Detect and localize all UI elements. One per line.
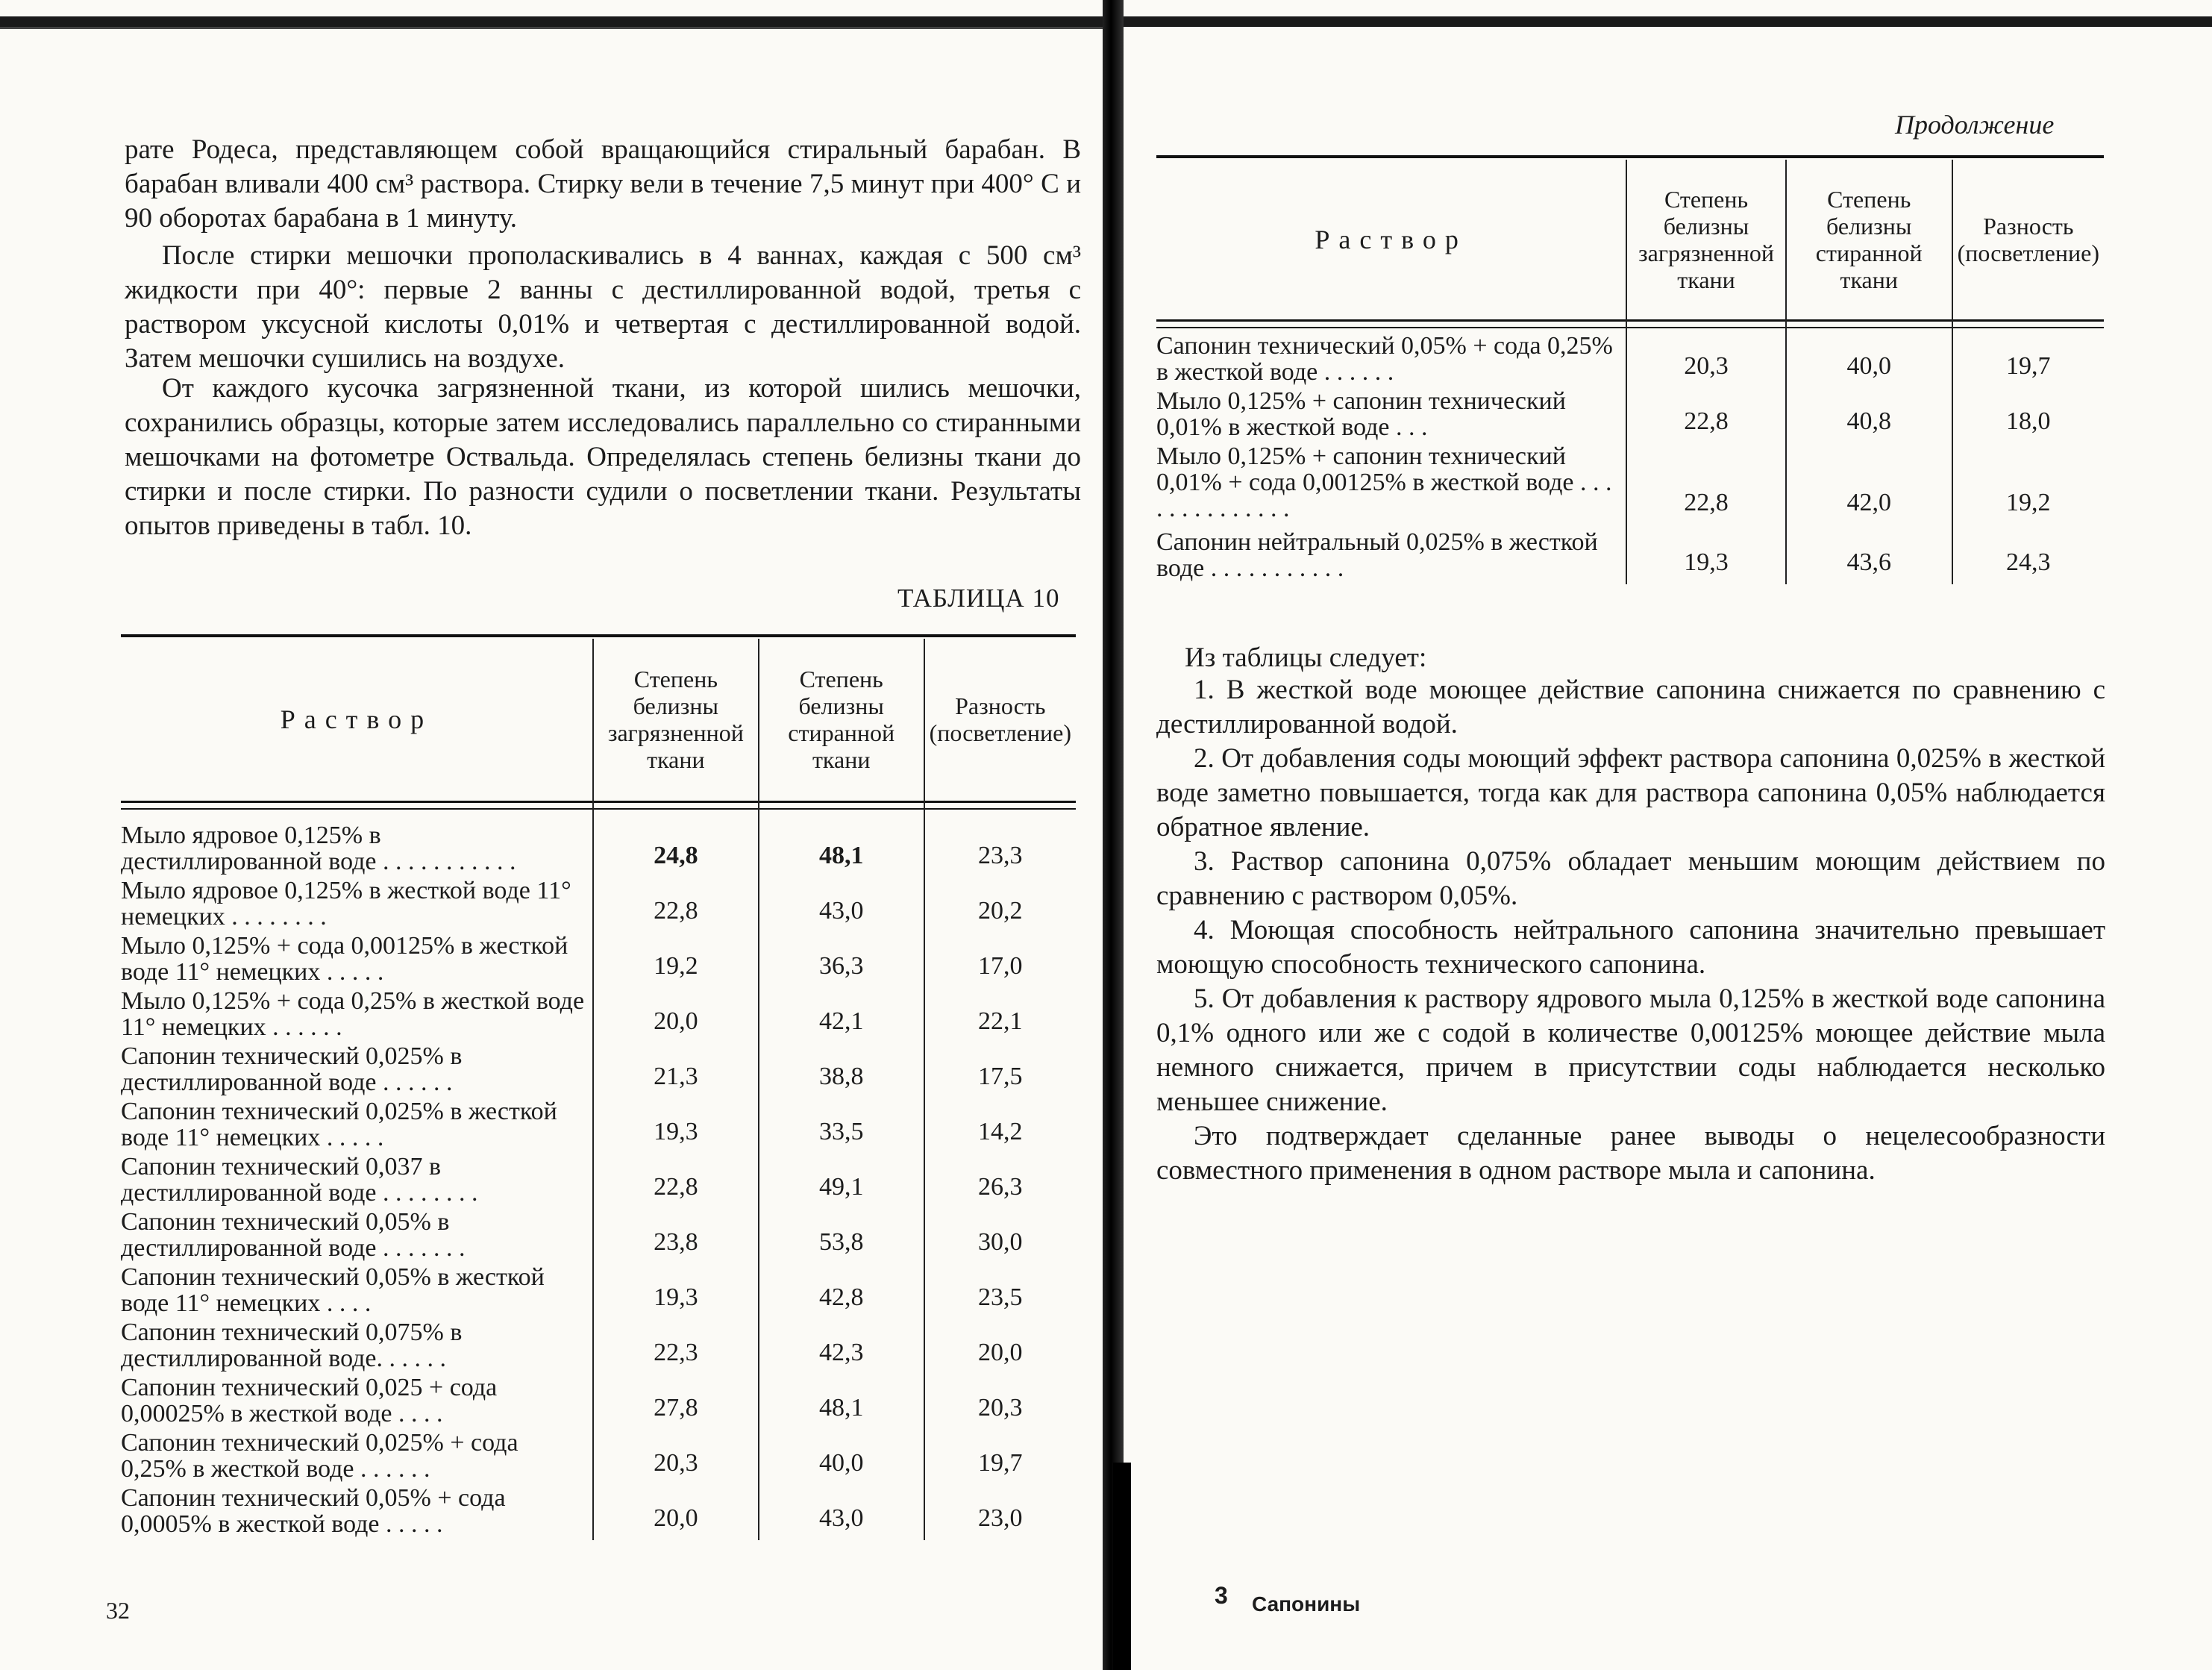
cell-dirty: 24,8 — [593, 822, 759, 878]
right-page — [1156, 0, 2149, 1670]
table-row — [121, 1154, 1076, 1209]
paragraph-1: рате Родеса, представляющем собой вращающийся стиральный барабан. В барабан вливали 400 см³ раствора. Стирку вели в течение 7,5 минут при 400° С и 90 оборотах барабана в 1 минуту. — [125, 134, 1081, 234]
cell-washed: 40,0 — [1786, 333, 1952, 388]
cell-solution: Сапонин технический 0,05% в жесткой воде 11° немецких . . . . — [121, 1263, 545, 1317]
table-row — [121, 822, 1076, 878]
cell-solution: Мыло 0,125% + сода 0,00125% в жесткой воде 11° немецких . . . . . — [121, 932, 568, 986]
cell-solution: Сапонин технический 0,025% в жесткой воде 11° немецких . . . . . — [121, 1098, 557, 1151]
cell-dirty: 19,2 — [593, 933, 759, 988]
table-row — [1156, 333, 2104, 388]
book-spine-shadow — [1113, 1463, 1131, 1670]
cell-washed: 42,1 — [759, 988, 924, 1043]
table-row — [121, 1319, 1076, 1375]
cell-diff: 18,0 — [1952, 388, 2104, 443]
cell-dirty: 19,3 — [1626, 525, 1786, 584]
data-table-10 — [121, 639, 1076, 1540]
cell-diff: 17,5 — [924, 1043, 1076, 1098]
table-body — [1156, 333, 2104, 584]
cell-dirty: 22,8 — [1626, 388, 1786, 443]
table-row — [121, 1375, 1076, 1430]
paragraph-2: После стирки мешочки прополаскивались в 4 ваннах, каждая с 500 см³ жидкости при 40°: первые 2 ванны с дестиллированной водой, третья с раствором уксусной кислоты 0,01% и четвертая с дестиллированной водой. Затем мешочки сушились на воздухе. — [125, 240, 1081, 374]
cell-solution: Сапонин нейтральный 0,025% в жесткой воде . . . . . . . . . . . — [1156, 528, 1598, 582]
table-row — [121, 1098, 1076, 1154]
header-solution: Раствор — [280, 704, 433, 734]
cell-washed: 33,5 — [759, 1098, 924, 1154]
cell-diff: 19,2 — [1952, 443, 2104, 525]
cell-diff: 14,2 — [924, 1098, 1076, 1154]
conclusion-item: 4. Моющая способность нейтрального сапонина значительно превышает моющую способность технического сапонина. — [1156, 915, 2105, 980]
cell-dirty: 22,3 — [593, 1319, 759, 1375]
cell-dirty: 19,3 — [593, 1264, 759, 1319]
conclusion-item: 5. От добавления к раствору ядрового мыла 0,125% в жесткой воде сапонина 0,1% одного или же с содой в количестве 0,00125% моющее действие мыла немного снижается, причем в присутствии соды наблюдается несколько меньшее снижение. — [1156, 983, 2105, 1117]
cell-washed: 43,0 — [759, 878, 924, 933]
cell-dirty: 20,3 — [1626, 333, 1786, 388]
cell-solution: Сапонин технический 0,075% в дестиллированной воде. . . . . . — [121, 1319, 463, 1372]
cell-solution: Сапонин технический 0,05% в дестиллированной воде . . . . . . . — [121, 1208, 466, 1262]
header-dirty: Степень белизны загрязненной ткани — [593, 639, 759, 800]
cell-solution: Сапонин технический 0,05% + сода 0,0005% в жесткой воде . . . . . — [121, 1484, 506, 1538]
conclusions-title: Из таблицы следует: — [1185, 642, 1427, 673]
cell-diff: 30,0 — [924, 1209, 1076, 1264]
cell-diff: 19,7 — [924, 1430, 1076, 1485]
cell-dirty: 21,3 — [593, 1043, 759, 1098]
table-row — [121, 878, 1076, 933]
cell-dirty: 22,8 — [593, 878, 759, 933]
cell-dirty: 22,8 — [593, 1154, 759, 1209]
cell-washed: 53,8 — [759, 1209, 924, 1264]
cell-solution: Сапонин технический 0,05% + сода 0,25% в жесткой воде . . . . . . — [1156, 332, 1613, 386]
header-diff: Разность (посветление) — [1952, 160, 2104, 319]
paragraph-3: От каждого кусочка загрязненной ткани, из которой шились мешочки, сохранились образцы, которые затем исследовались параллельно со стиранными мешочками на фотометре Оствальда. Определялась степень белизны ткани до стирки и после стирки. По разности судили о посветлении ткани. Результаты опытов приведены в табл. 10. — [125, 373, 1081, 541]
header-washed: Степень белизны стиранной ткани — [1786, 160, 1952, 319]
table-row — [121, 1209, 1076, 1264]
cell-diff: 23,5 — [924, 1264, 1076, 1319]
conclusion-item: 1. В жесткой воде моющее действие сапонина снижается по сравнению с дестиллированной водой. — [1156, 675, 2105, 739]
cell-solution: Мыло 0,125% + сапонин технический 0,01% + сода 0,00125% в жесткой воде . . . . . . . . . . . . . . — [1156, 442, 1612, 522]
table-label: ТАБЛИЦА 10 — [897, 584, 1060, 613]
cell-diff: 24,3 — [1952, 525, 2104, 584]
cell-washed: 42,8 — [759, 1264, 924, 1319]
cell-dirty: 22,8 — [1626, 443, 1786, 525]
table-row — [121, 1430, 1076, 1485]
conclusions-list — [1156, 673, 2105, 1188]
cell-solution: Мыло 0,125% + сапонин технический 0,01% в жесткой воде . . . — [1156, 387, 1566, 441]
cell-dirty: 23,8 — [593, 1209, 759, 1264]
cell-solution: Сапонин технический 0,025 + сода 0,00025% в жесткой воде . . . . — [121, 1374, 498, 1427]
signature-number: 3 — [1215, 1582, 1228, 1609]
header-dirty: Степень белизны загрязненной ткани — [1626, 160, 1786, 319]
table-row — [121, 933, 1076, 988]
cell-washed: 36,3 — [759, 933, 924, 988]
table-header-row — [121, 639, 1076, 800]
cell-diff: 20,3 — [924, 1375, 1076, 1430]
page-number: 32 — [106, 1597, 130, 1624]
cell-dirty: 20,0 — [593, 988, 759, 1043]
continuation-label: Продолжение — [1895, 110, 2055, 140]
cell-diff: 26,3 — [924, 1154, 1076, 1209]
table-row — [121, 988, 1076, 1043]
data-table-10-continued — [1156, 160, 2104, 584]
cell-washed: 43,0 — [759, 1485, 924, 1540]
cell-washed: 38,8 — [759, 1043, 924, 1098]
cell-dirty: 20,3 — [593, 1430, 759, 1485]
table-row — [121, 1264, 1076, 1319]
table-row — [1156, 443, 2104, 525]
conclusion-item: Это подтверждает сделанные ранее выводы о нецелесообразности совместного применения в одном растворе мыла и сапонина. — [1156, 1121, 2105, 1186]
cell-washed: 48,1 — [759, 1375, 924, 1430]
table-row — [1156, 388, 2104, 443]
cell-washed: 43,6 — [1786, 525, 1952, 584]
cell-diff: 17,0 — [924, 933, 1076, 988]
table-row — [121, 1485, 1076, 1540]
cell-diff: 20,0 — [924, 1319, 1076, 1375]
cell-solution: Мыло ядровое 0,125% в жесткой воде 11° немецких . . . . . . . . — [121, 877, 571, 931]
signature-label: Сапонины — [1252, 1592, 1361, 1616]
cell-solution: Сапонин технический 0,025% в дестиллированной воде . . . . . . — [121, 1042, 463, 1096]
table-row — [121, 1043, 1076, 1098]
cell-solution: Мыло ядровое 0,125% в дестиллированной воде . . . . . . . . . . . — [121, 822, 516, 875]
cell-dirty: 19,3 — [593, 1098, 759, 1154]
table-row — [1156, 525, 2104, 584]
cell-solution: Сапонин технический 0,025% + сода 0,25% в жесткой воде . . . . . . — [121, 1429, 518, 1483]
cell-diff: 19,7 — [1952, 333, 2104, 388]
cell-washed: 40,0 — [759, 1430, 924, 1485]
table-header-row — [1156, 160, 2104, 319]
cell-solution: Мыло 0,125% + сода 0,25% в жесткой воде 11° немецких . . . . . . — [121, 987, 585, 1041]
header-solution: Раствор — [1315, 225, 1467, 254]
cell-washed: 40,8 — [1786, 388, 1952, 443]
left-page — [106, 0, 1082, 1670]
cell-washed: 48,1 — [759, 822, 924, 878]
cell-dirty: 27,8 — [593, 1375, 759, 1430]
conclusion-item: 2. От добавления соды моющий эффект раствора сапонина 0,025% в жесткой воде заметно повышается, тогда как для раствора сапонина 0,05% наблюдается обратное явление. — [1156, 743, 2105, 842]
cell-diff: 23,0 — [924, 1485, 1076, 1540]
header-washed: Степень белизны стиранной ткани — [759, 639, 924, 800]
cell-diff: 20,2 — [924, 878, 1076, 933]
cell-washed: 42,0 — [1786, 443, 1952, 525]
table-body — [121, 822, 1076, 1540]
table-top-rule — [1156, 155, 2104, 158]
cell-diff: 22,1 — [924, 988, 1076, 1043]
cell-solution: Сапонин технический 0,037 в дестиллированной воде . . . . . . . . — [121, 1153, 478, 1207]
cell-dirty: 20,0 — [593, 1485, 759, 1540]
header-diff: Разность (посветление) — [924, 639, 1076, 800]
cell-washed: 42,3 — [759, 1319, 924, 1375]
cell-washed: 49,1 — [759, 1154, 924, 1209]
table-top-rule — [121, 634, 1076, 637]
cell-diff: 23,3 — [924, 822, 1076, 878]
conclusion-item: 3. Раствор сапонина 0,075% обладает меньшим моющим действием по сравнению с раствором 0,05%. — [1156, 846, 2105, 911]
book-spine — [1103, 0, 1124, 1670]
